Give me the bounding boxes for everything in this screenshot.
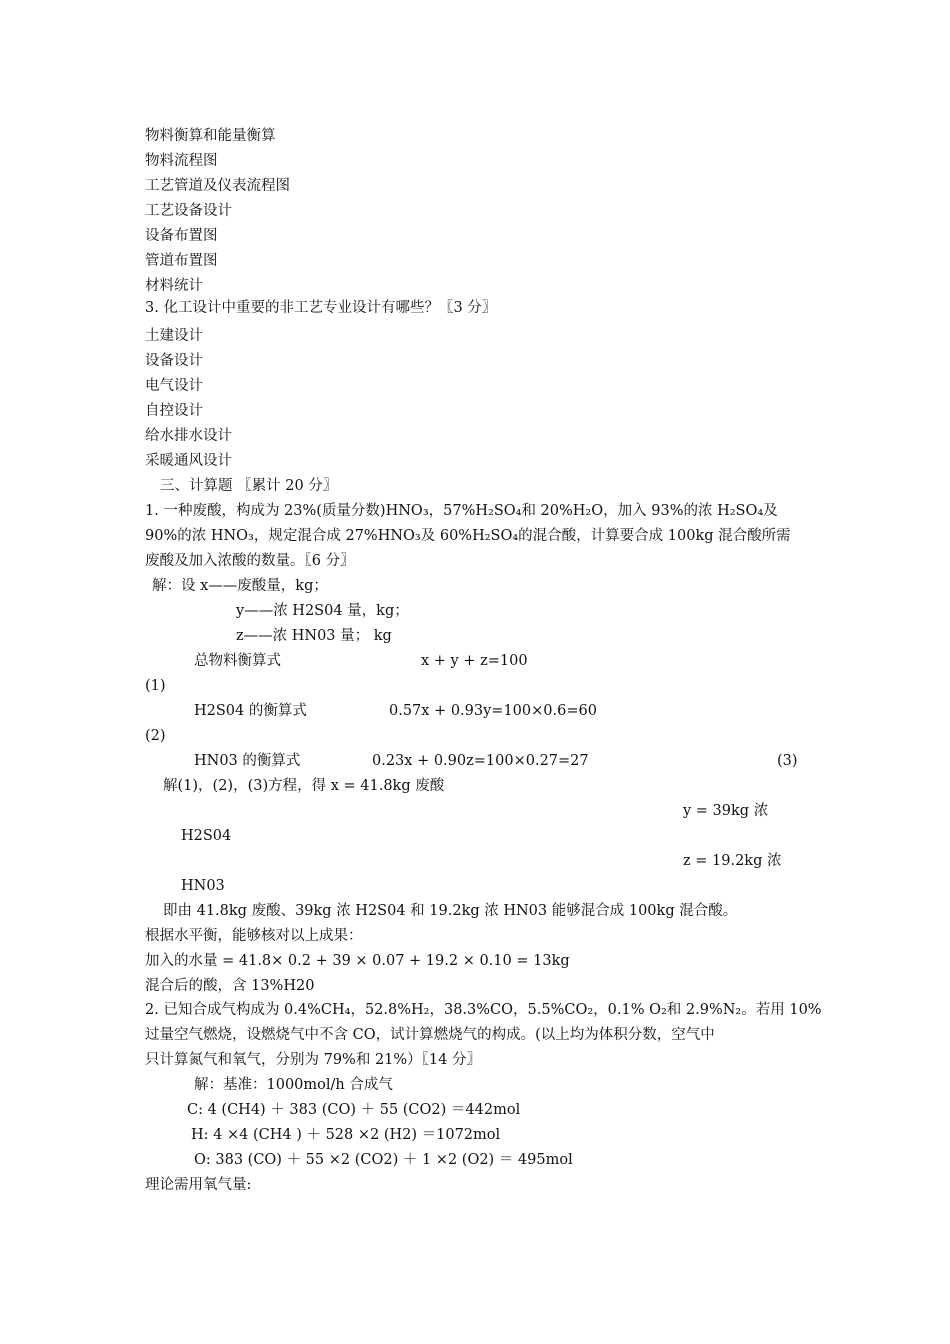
non-process-item: 土建设计 [145,328,203,344]
solution-variable: z——浓 HN03 量； kg [236,628,392,644]
element-balance: H: 4 ×4 (CH4 ) ＋ 528 ×2 (H2) ＝1072mol [191,1127,501,1143]
solution-basis: 解：基准：1000mol/h 合成气 [194,1077,393,1093]
solve-result: z = 19.2kg 浓 [683,853,782,869]
equation: 0.23x + 0.90z=100×0.27=27 [372,753,589,769]
problem-1-text: 90%的浓 HNO₃，规定混合成 27%HNO₃及 60%H₂SO₄的混合酸，计算要合成 100kg 混合酸所需 [145,528,791,544]
problem-2-text: 只计算氮气和氧气，分别为 79%和 21%）〖14 分〗 [145,1052,481,1068]
equation-number: (2) [145,728,166,744]
equation-label: H2S04 的衡算式 [194,703,307,719]
equation: 0.57x + 0.93y=100×0.6=60 [389,703,597,719]
element-balance: O: 383 (CO) ＋ 55 ×2 (CO2) ＋ 1 ×2 (O2) ＝ 495mol [194,1152,573,1168]
solution-variable: 解：设 x——废酸量，kg； [152,578,328,594]
section-title: 三、计算题 〖累计 20 分〗 [160,478,338,494]
design-list-item: 管道布置图 [145,253,218,269]
question-3: 3. 化工设计中重要的非工艺专业设计有哪些？〖3 分〗 [145,300,497,316]
design-list-item: 工艺设备设计 [145,203,232,219]
equation-label: 总物料衡算式 [194,653,281,669]
problem-1-text: 废酸及加入浓酸的数量。〖6 分〗 [145,553,355,569]
problem-1-text: 1. 一种废酸，构成为 23%(质量分数)HNO₃，57%H₂SO₄和 20%H₂O，加入 93%的浓 H₂SO₄及 [145,503,778,519]
check-text: 根据水平衡，能够核对以上成果： [145,928,363,944]
design-list-item: 物料流程图 [145,153,218,169]
design-list-item: 工艺管道及仪表流程图 [145,178,290,194]
non-process-item: 采暖通风设计 [145,453,232,469]
non-process-item: 电气设计 [145,378,203,394]
solve-result: H2S04 [181,828,232,844]
check-text: 混合后的酸，含 13%H20 [145,978,315,994]
non-process-item: 给水排水设计 [145,428,232,444]
equation-number: (3) [777,753,798,769]
non-process-item: 自控设计 [145,403,203,419]
solve-result: y = 39kg 浓 [683,803,769,819]
equation: x + y + z=100 [421,653,528,669]
design-list-item: 材料统计 [145,278,203,294]
problem-2-text: 2. 已知合成气构成为 0.4%CH₄，52.8%H₂，38.3%CO，5.5%CO₂，0.1% O₂和 2.9%N₂。若用 10% [145,1002,822,1018]
oxygen-needed-label: 理论需用氧气量: [145,1177,252,1193]
design-list-item: 物料衡算和能量衡算 [145,128,276,144]
solution-variable: y——浓 H2S04 量，kg； [236,603,409,619]
design-list-item: 设备布置图 [145,228,218,244]
element-balance: C: 4 (CH4) ＋ 383 (CO) ＋ 55 (CO2) ＝442mol [187,1102,521,1118]
problem-2-text: 过量空气燃烧，设燃烧气中不含 CO，试计算燃烧气的构成。(以上均为体积分数，空气中 [145,1027,715,1043]
conclusion-text: 即由 41.8kg 废酸、39kg 浓 H2S04 和 19.2kg 浓 HN03 能够混合成 100kg 混合酸。 [163,903,738,919]
check-text: 加入的水量 = 41.8× 0.2 + 39 × 0.07 + 19.2 × 0.10 = 13kg [145,953,570,969]
non-process-item: 设备设计 [145,353,203,369]
equation-number: (1) [145,678,166,694]
solve-result: HN03 [181,878,225,894]
equation-label: HN03 的衡算式 [194,753,301,769]
solve-result: 解(1)，(2)，(3)方程，得 x = 41.8kg 废酸 [163,778,445,794]
